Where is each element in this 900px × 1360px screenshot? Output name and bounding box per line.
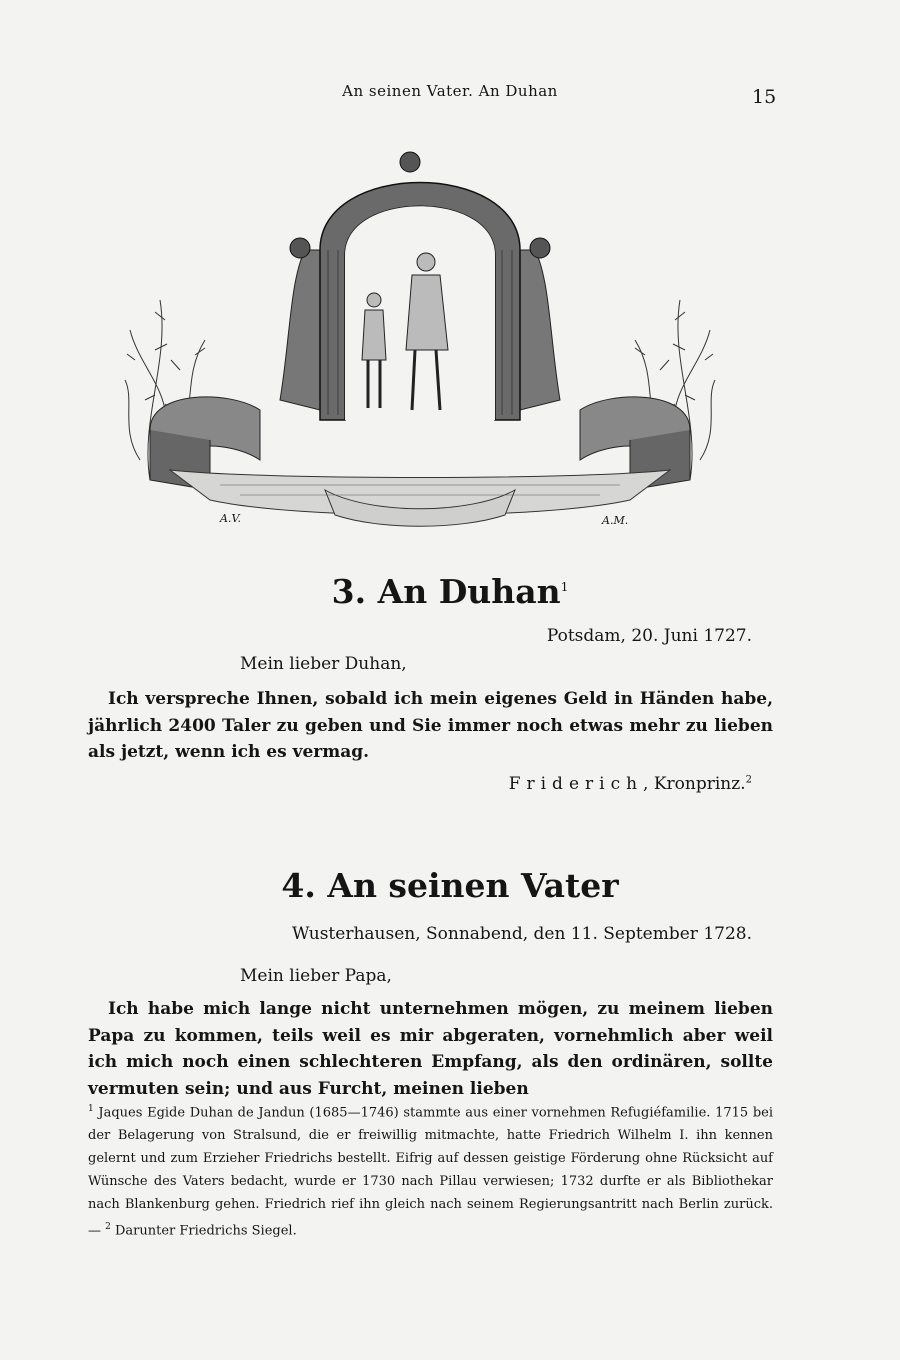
- signature-title: , Kronprinz.: [643, 774, 746, 794]
- letter-3-number: 3.: [331, 572, 367, 611]
- engraved-garden-archway-illustration: [110, 140, 730, 540]
- letter-3-body: Ich verspreche Ihnen, sobald ich mein eigenes Geld in Händen habe, jährlich 2400 Taler zu geben und Sie immer noch etwas mehr zu lieben als jetzt, wenn ich es vermag.: [88, 689, 773, 762]
- footnote-1-text: Jaques Egide Duhan de Jandun (1685—1746) stammte aus einer vornehmen Refugiéfamilie. 1715 bei der Belagerung von Stralsund, die er freiwillig mitmachte, hatte Friedrich Wilhelm I. ihn kennen gelernt und zum Erzieher Friedrichs bestellt. Eifrig auf dessen geistige Förderung ohne Rücksicht auf Wünsche des Vaters bedacht, wurde er 1730 nach Pillau verwiesen; 1732 durfte er als Bibliothekar nach Blankenburg gehen. Friedrich rief ihn gleich nach seinem Regierungsantritt nach Berlin zurück. —: [88, 1105, 773, 1239]
- artist-signature-left: A.V.: [220, 512, 241, 525]
- cherub-right-icon: [530, 238, 550, 258]
- letter-4-heading: [0, 866, 900, 905]
- artist-signature-right: A.M.: [602, 514, 629, 527]
- cherub-top-icon: [400, 152, 420, 172]
- footnote-1-marker: 1: [88, 1104, 94, 1114]
- cherub-left-icon: [290, 238, 310, 258]
- letter-3-title: An Duhan: [377, 572, 561, 611]
- letter-3-dateline: Potsdam, 20. Juni 1727.: [546, 626, 752, 646]
- letter-4-salutation: Mein lieber Papa,: [240, 966, 392, 986]
- page-number: 15: [752, 86, 777, 108]
- running-title: An seinen Vater. An Duhan: [342, 82, 558, 100]
- letter-3-signature: [509, 774, 752, 794]
- signature-name: Friderich: [508, 774, 644, 794]
- footnote-paragraph: [88, 1098, 773, 1243]
- footnote-2-text: Darunter Friedrichs Siegel.: [110, 1223, 297, 1239]
- letter-4-body: Ich habe mich lange nicht unternehmen mögen, zu meinem lieben Papa zu kommen, teils weil es mir abgeraten, vornehmlich aber weil ich mich noch einen schlechteren Empfang, als den ordinären, sollte vermuten sein; und aus Furcht, meinen lieben: [88, 999, 773, 1099]
- letter-4-number: 4.: [281, 866, 316, 905]
- letter-3-heading: [0, 572, 900, 611]
- footnote-2-marker: 2: [105, 1222, 111, 1233]
- letter-3-salutation: Mein lieber Duhan,: [240, 654, 407, 674]
- footnote-ref-2: 2: [745, 774, 752, 786]
- footnote-ref-1: 1: [560, 580, 569, 594]
- letter-4-title: An seinen Vater: [327, 866, 619, 905]
- letter-4-dateline: Wusterhausen, Sonnabend, den 11. September 1728.: [291, 924, 752, 944]
- footnotes: [88, 1098, 773, 1243]
